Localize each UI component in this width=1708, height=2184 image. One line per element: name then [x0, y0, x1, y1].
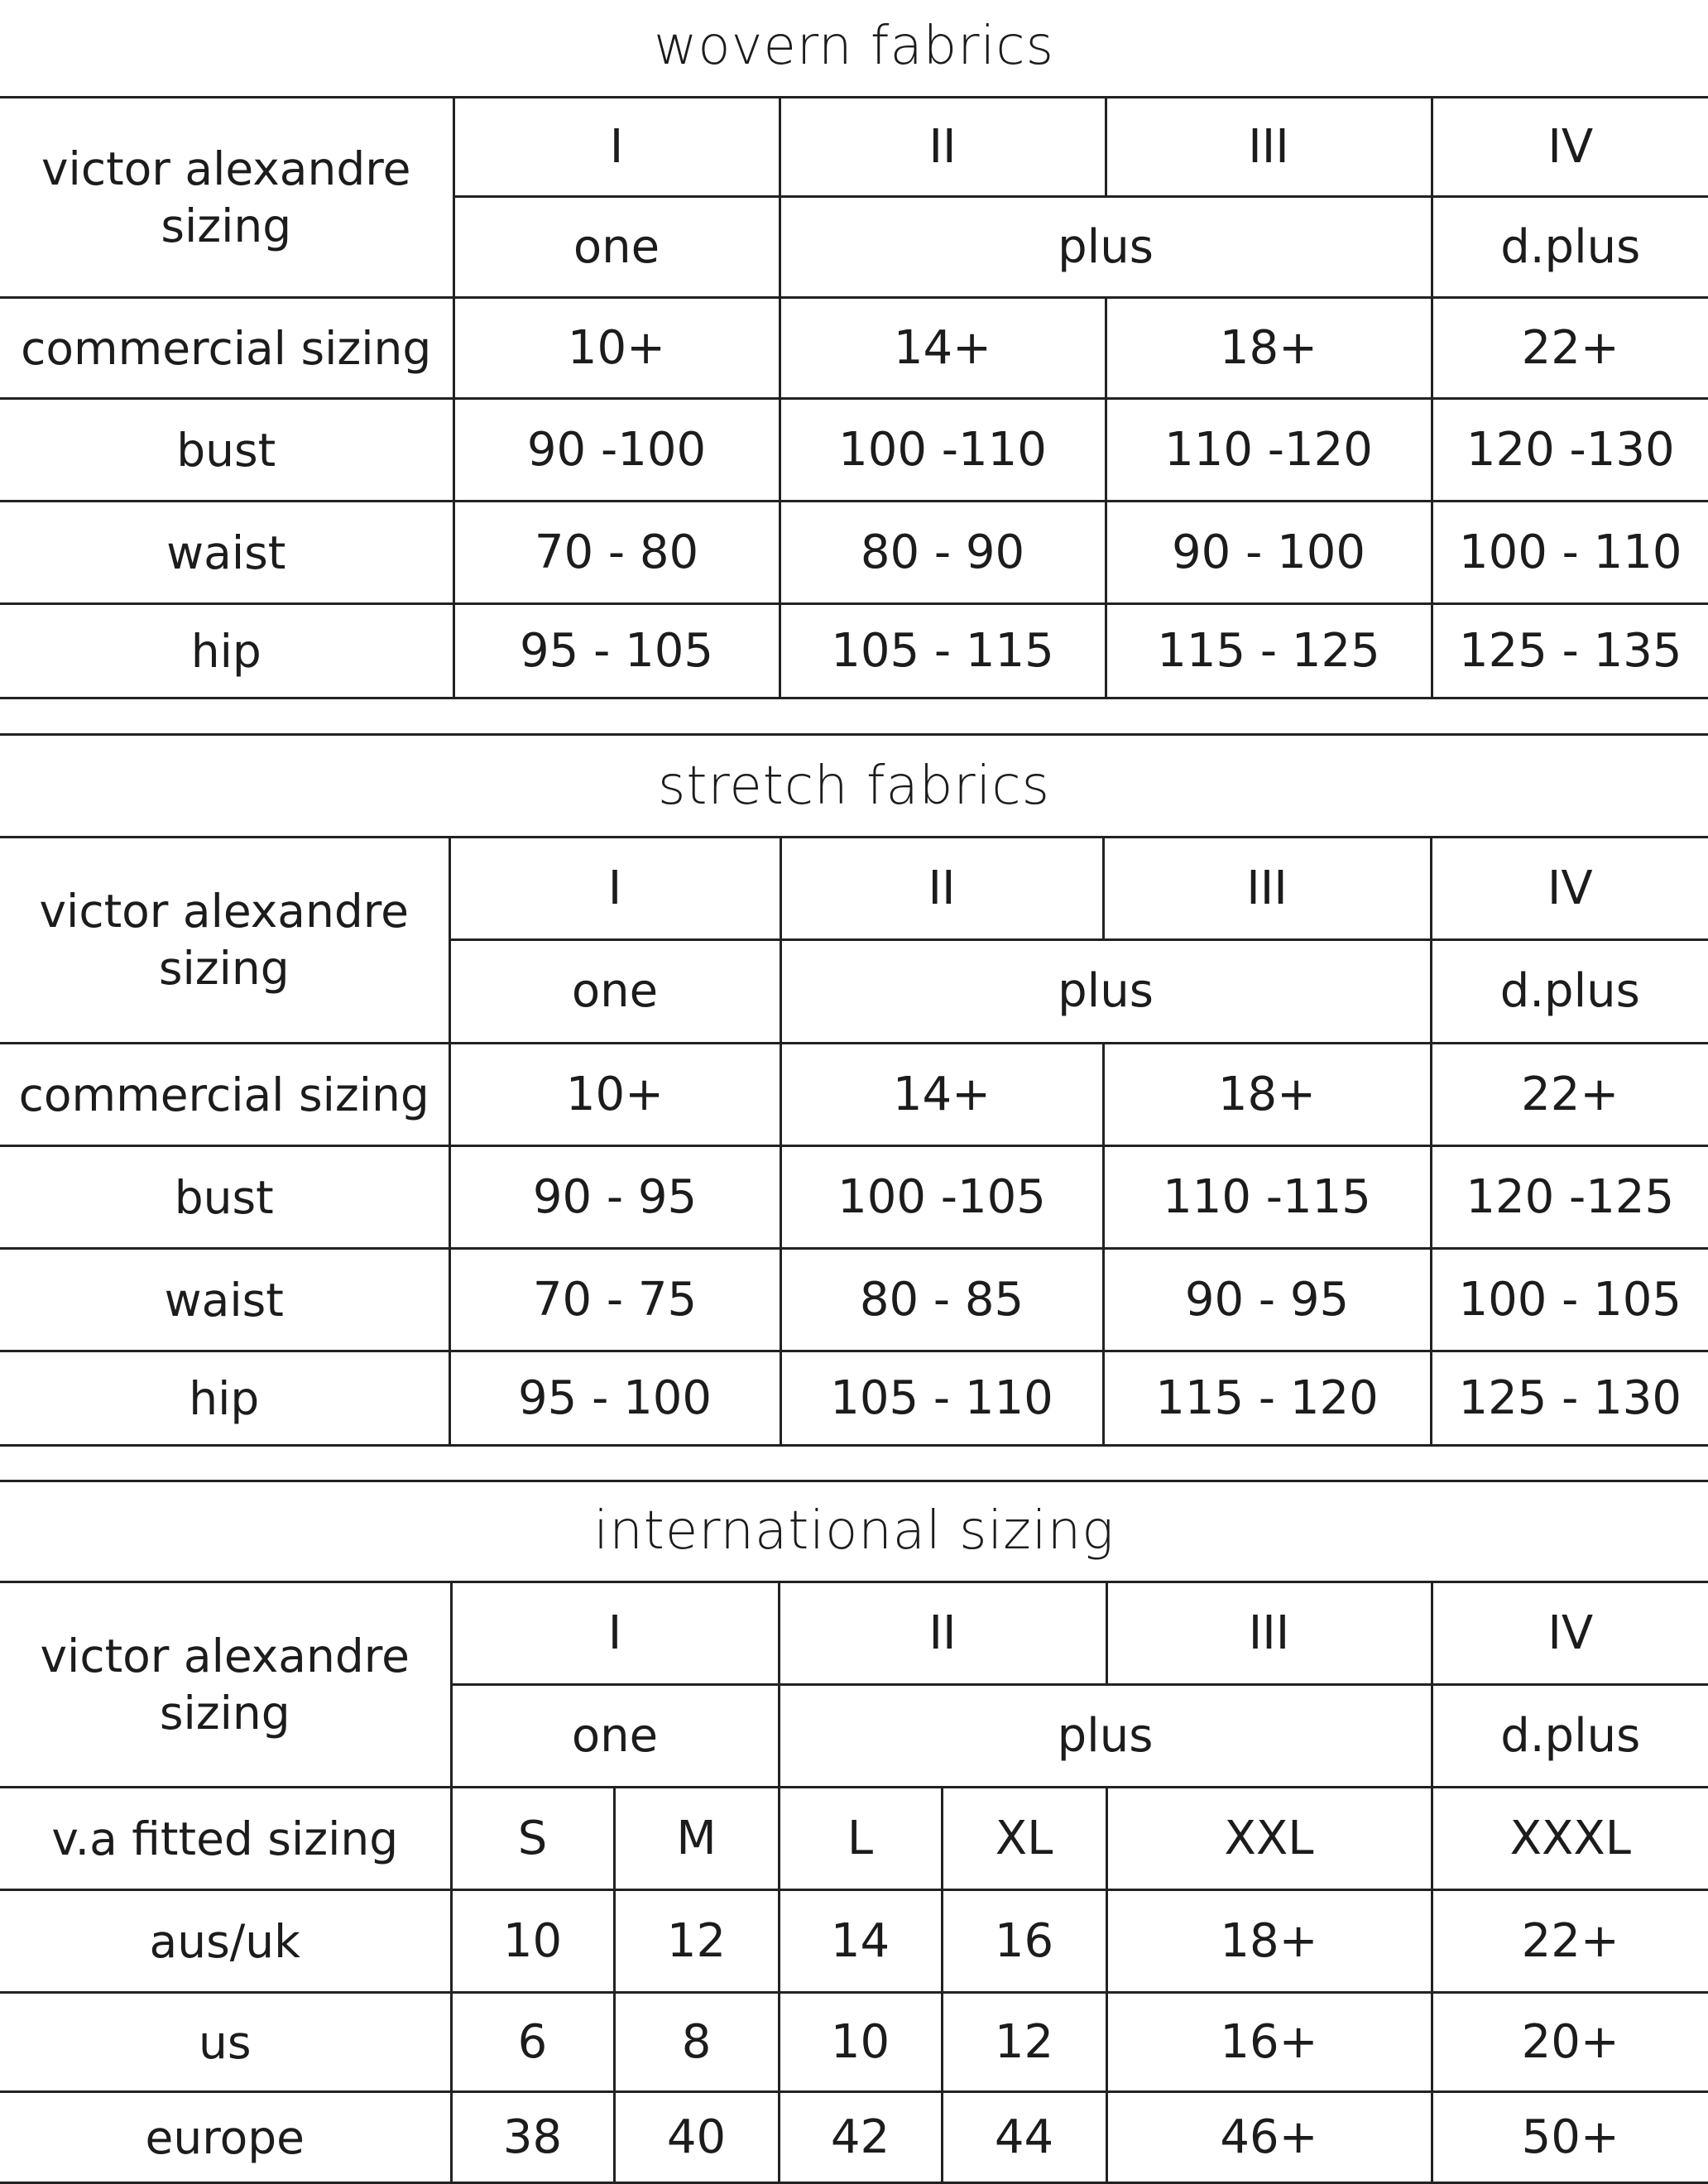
roman-size-IV: IV: [1432, 98, 1708, 197]
cell: 110 -120: [1106, 399, 1432, 502]
table-row: [0, 1146, 1708, 1249]
stretch-title: stretch fabrics: [658, 756, 1050, 817]
group-dplus: d.plus: [1432, 197, 1708, 298]
group-one: one: [449, 940, 780, 1044]
cell: 10: [451, 1890, 614, 1993]
table-row: [0, 399, 1708, 502]
cell: 8: [614, 1993, 779, 2092]
cell: 80 - 90: [780, 502, 1106, 604]
group-plus: plus: [780, 197, 1432, 298]
table-row: [0, 604, 1708, 698]
cell: 120 -125: [1431, 1146, 1708, 1249]
roman-size-I: I: [451, 1582, 779, 1685]
row-label: v.a fitted sizing: [0, 1788, 451, 1890]
group-one: one: [453, 197, 780, 298]
roman-size-II: II: [780, 838, 1103, 940]
cell: XXXL: [1432, 1788, 1708, 1890]
section-divider: [0, 733, 1708, 736]
row-label: waist: [0, 502, 453, 604]
roman-size-II: II: [779, 1582, 1106, 1685]
table-row: [0, 298, 1708, 399]
cell: 90 - 95: [449, 1146, 780, 1249]
cell: 125 - 130: [1431, 1351, 1708, 1446]
cell: 100 -105: [780, 1146, 1103, 1249]
table-row: [0, 1890, 1708, 1993]
cell: 95 - 105: [453, 604, 780, 698]
group-plus: plus: [780, 940, 1431, 1044]
table-row: [0, 2092, 1708, 2183]
roman-size-IV: IV: [1431, 838, 1708, 940]
cell: 70 - 75: [449, 1249, 780, 1351]
cell: 16+: [1106, 1993, 1432, 2092]
row-label: commercial sizing: [0, 1044, 449, 1146]
cell: 44: [942, 2092, 1106, 2183]
row-label: hip: [0, 604, 453, 698]
group-plus: plus: [779, 1685, 1432, 1788]
cell: 90 - 100: [1106, 502, 1432, 604]
cell: 22+: [1432, 1890, 1708, 1993]
cell: 40: [614, 2092, 779, 2183]
cell: 100 - 105: [1431, 1249, 1708, 1351]
roman-size-I: I: [453, 98, 780, 197]
group-one: one: [451, 1685, 779, 1788]
cell: L: [779, 1788, 942, 1890]
row-label: aus/uk: [0, 1890, 451, 1993]
row-label: waist: [0, 1249, 449, 1351]
cell: 6: [451, 1993, 614, 2092]
group-dplus: d.plus: [1432, 1685, 1708, 1788]
table-row: [0, 502, 1708, 604]
cell: 12: [614, 1890, 779, 1993]
table-row: [0, 1351, 1708, 1446]
roman-size-III: III: [1106, 98, 1432, 197]
cell: 12: [942, 1993, 1106, 2092]
cell: 18+: [1106, 1890, 1432, 1993]
international-title: international sizing: [593, 1500, 1115, 1562]
cell: 50+: [1432, 2092, 1708, 2183]
woven-title: wovern fabrics: [654, 16, 1054, 77]
cell: 105 - 115: [780, 604, 1106, 698]
woven-size-table: [0, 96, 1708, 699]
va-sizing-label: victor alexandre sizing: [0, 838, 449, 1044]
va-sizing-label: victor alexandre sizing: [0, 98, 453, 298]
cell: XXL: [1106, 1788, 1432, 1890]
row-label: bust: [0, 399, 453, 502]
cell: 22+: [1432, 298, 1708, 399]
international-size-table: [0, 1581, 1708, 2184]
roman-size-III: III: [1103, 838, 1431, 940]
roman-size-II: II: [780, 98, 1106, 197]
cell: 70 - 80: [453, 502, 780, 604]
cell: 18+: [1103, 1044, 1431, 1146]
stretch-size-table: [0, 836, 1708, 1447]
va-sizing-label: victor alexandre sizing: [0, 1582, 451, 1788]
roman-size-III: III: [1106, 1582, 1432, 1685]
table-row: [0, 1993, 1708, 2092]
cell: 125 - 135: [1432, 604, 1708, 698]
group-dplus: d.plus: [1431, 940, 1708, 1044]
cell: M: [614, 1788, 779, 1890]
section-divider: [0, 1480, 1708, 1482]
cell: 42: [779, 2092, 942, 2183]
cell: 14+: [780, 298, 1106, 399]
cell: 120 -130: [1432, 399, 1708, 502]
cell: 110 -115: [1103, 1146, 1431, 1249]
row-label: commercial sizing: [0, 298, 453, 399]
cell: 95 - 100: [449, 1351, 780, 1446]
cell: 22+: [1431, 1044, 1708, 1146]
cell: 10+: [453, 298, 780, 399]
cell: 80 - 85: [780, 1249, 1103, 1351]
cell: 14+: [780, 1044, 1103, 1146]
cell: 90 -100: [453, 399, 780, 502]
cell: 10+: [449, 1044, 780, 1146]
cell: 115 - 125: [1106, 604, 1432, 698]
cell: 46+: [1106, 2092, 1432, 2183]
cell: 18+: [1106, 298, 1432, 399]
cell: XL: [942, 1788, 1106, 1890]
cell: 20+: [1432, 1993, 1708, 2092]
table-row: [0, 1249, 1708, 1351]
cell: 90 - 95: [1103, 1249, 1431, 1351]
cell: 100 - 110: [1432, 502, 1708, 604]
roman-size-I: I: [449, 838, 780, 940]
cell: 10: [779, 1993, 942, 2092]
row-label: hip: [0, 1351, 449, 1446]
row-label: bust: [0, 1146, 449, 1249]
cell: 16: [942, 1890, 1106, 1993]
cell: 105 - 110: [780, 1351, 1103, 1446]
roman-size-IV: IV: [1432, 1582, 1708, 1685]
table-row: [0, 1788, 1708, 1890]
cell: S: [451, 1788, 614, 1890]
cell: 100 -110: [780, 399, 1106, 502]
row-label: europe: [0, 2092, 451, 2183]
cell: 38: [451, 2092, 614, 2183]
row-label: us: [0, 1993, 451, 2092]
cell: 14: [779, 1890, 942, 1993]
table-row: [0, 1044, 1708, 1146]
cell: 115 - 120: [1103, 1351, 1431, 1446]
